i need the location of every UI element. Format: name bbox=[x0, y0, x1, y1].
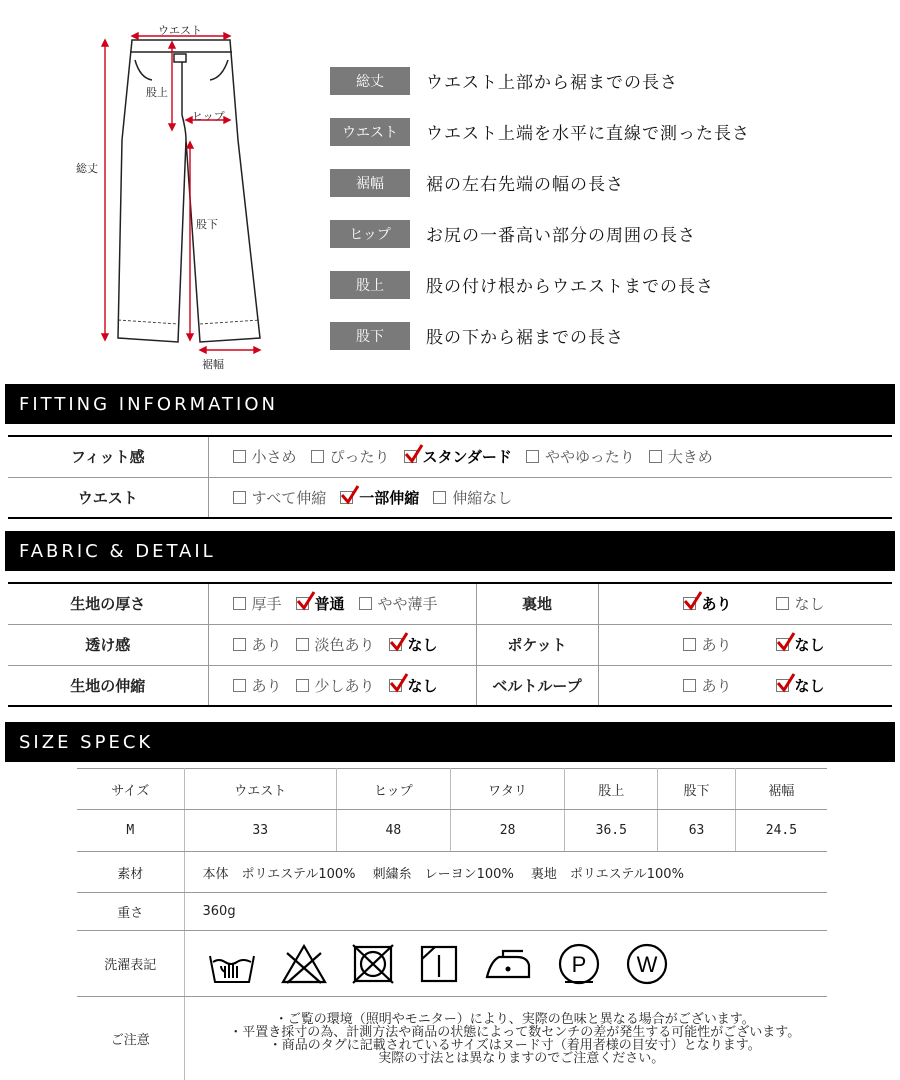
size-header-cell: ワタリ bbox=[450, 769, 565, 810]
checkbox[interactable] bbox=[233, 450, 246, 463]
pants-illustration bbox=[60, 20, 290, 380]
fabric-row bbox=[8, 665, 892, 706]
option-label: 小さめ bbox=[251, 448, 297, 467]
checkbox[interactable] bbox=[311, 450, 324, 463]
weight-label: 重さ bbox=[77, 893, 184, 931]
iron-low-icon bbox=[483, 943, 533, 985]
checkbox[interactable] bbox=[233, 679, 246, 692]
fitting-row bbox=[8, 436, 892, 477]
measurement-guide bbox=[0, 0, 900, 380]
diagram-label-hem: 裾幅 bbox=[202, 358, 224, 371]
option-group bbox=[233, 446, 893, 467]
pants-diagram bbox=[60, 20, 290, 380]
check-option[interactable] bbox=[296, 593, 345, 614]
size-value-cell: 33 bbox=[184, 810, 336, 852]
check-option[interactable] bbox=[404, 446, 512, 467]
fitting-table bbox=[8, 435, 892, 519]
option-label: なし bbox=[407, 636, 438, 654]
size-section-header: SIZE SPECK bbox=[5, 722, 895, 762]
fabric-label: 生地の伸縮 bbox=[8, 665, 208, 706]
care-icons bbox=[185, 942, 828, 986]
definition-list bbox=[330, 55, 890, 361]
option-label: なし bbox=[794, 595, 825, 614]
checkbox-checked[interactable] bbox=[340, 491, 353, 504]
definition-text: ウエスト上部から裾までの長さ bbox=[426, 73, 678, 93]
checkbox-checked[interactable] bbox=[296, 597, 309, 610]
option-group bbox=[683, 634, 893, 655]
size-header-cell: ウエスト bbox=[184, 769, 336, 810]
check-option[interactable] bbox=[776, 675, 825, 696]
option-group bbox=[683, 593, 893, 614]
option-label: 淡色あり bbox=[314, 636, 375, 654]
no-bleach-icon bbox=[281, 943, 327, 985]
dry-clean-p-icon bbox=[557, 942, 601, 986]
check-option[interactable] bbox=[311, 446, 390, 467]
check-option[interactable] bbox=[389, 675, 438, 696]
material-value: 本体 ポリエステル100% 刺繍糸 レーヨン100% 裏地 ポリエステル100% bbox=[184, 852, 827, 893]
option-label: やや薄手 bbox=[377, 595, 438, 614]
checkbox-checked[interactable] bbox=[776, 638, 789, 651]
note-line: 実際の寸法とは異なりますのでご注意ください。 bbox=[365, 1050, 665, 1066]
size-header-cell: 股下 bbox=[658, 769, 736, 810]
check-option[interactable] bbox=[649, 446, 713, 467]
checkbox[interactable] bbox=[233, 638, 246, 651]
checkbox[interactable] bbox=[776, 597, 789, 610]
option-label: なし bbox=[407, 676, 438, 695]
size-header-row bbox=[77, 769, 827, 810]
diagram-label-inseam: 股下 bbox=[196, 218, 218, 231]
option-label: すべて伸縮 bbox=[251, 488, 327, 507]
option-label: あり bbox=[701, 595, 732, 614]
wet-clean-letter: W bbox=[636, 951, 657, 977]
option-label: 大きめ bbox=[667, 448, 713, 467]
fitting-label: ウエスト bbox=[8, 477, 208, 518]
weight-row bbox=[77, 893, 827, 931]
check-option[interactable] bbox=[233, 487, 327, 508]
fabric-label: 裏地 bbox=[476, 583, 598, 624]
fabric-row bbox=[8, 624, 892, 665]
no-tumble-dry-icon bbox=[351, 943, 395, 985]
dry-clean-letter: P bbox=[571, 951, 586, 977]
option-label: あり bbox=[251, 636, 282, 654]
size-value-cell: 63 bbox=[658, 810, 736, 852]
definition-tag: 股下 bbox=[330, 322, 410, 350]
check-option[interactable] bbox=[340, 487, 419, 508]
option-label: あり bbox=[701, 636, 732, 654]
note-line: ・商品のタグに記載されているサイズはヌード寸（着用者様の目安寸）となります。 bbox=[268, 1037, 761, 1053]
checkbox[interactable] bbox=[233, 597, 246, 610]
checkbox[interactable] bbox=[526, 450, 539, 463]
material-label: 素材 bbox=[77, 852, 184, 893]
option-label: あり bbox=[251, 676, 282, 695]
fabric-label: 生地の厚さ bbox=[8, 583, 208, 624]
option-label: 普通 bbox=[314, 595, 345, 614]
notes-row bbox=[77, 997, 827, 1080]
fabric-label: 透け感 bbox=[8, 624, 208, 665]
size-header-cell: 股上 bbox=[565, 769, 658, 810]
material-row bbox=[77, 852, 827, 893]
check-option[interactable] bbox=[233, 675, 282, 696]
definition-row bbox=[330, 106, 890, 157]
checkbox[interactable] bbox=[683, 638, 696, 651]
option-label: ややゆったり bbox=[544, 448, 635, 467]
checkbox[interactable] bbox=[233, 491, 246, 504]
option-label: ぴったり bbox=[329, 448, 390, 467]
option-label: あり bbox=[701, 676, 732, 695]
definition-row bbox=[330, 157, 890, 208]
checkbox[interactable] bbox=[683, 679, 696, 692]
size-value-cell: 48 bbox=[336, 810, 450, 852]
definition-row bbox=[330, 208, 890, 259]
size-header-cell: 裾幅 bbox=[735, 769, 827, 810]
check-mark-icon bbox=[389, 632, 409, 652]
checkbox-checked[interactable] bbox=[389, 679, 402, 692]
fitting-row bbox=[8, 477, 892, 518]
note-line: ・平置き採寸の為、計測方法や商品の状態によって数センチの差が発生する可能性がございます。 bbox=[229, 1024, 801, 1040]
fitting-section-header: FITTING INFORMATION bbox=[5, 384, 895, 424]
definition-tag: ヒップ bbox=[330, 220, 410, 248]
option-label: なし bbox=[794, 636, 825, 654]
option-label: 一部伸縮 bbox=[359, 488, 420, 507]
check-option[interactable] bbox=[233, 634, 282, 655]
check-mark-icon bbox=[776, 673, 796, 693]
definition-tag: 股上 bbox=[330, 271, 410, 299]
check-mark-icon bbox=[340, 485, 360, 505]
option-label: 少しあり bbox=[314, 676, 375, 695]
option-label: 厚手 bbox=[251, 595, 282, 614]
checkbox[interactable] bbox=[296, 638, 309, 651]
size-table bbox=[77, 768, 827, 1080]
size-header-cell: サイズ bbox=[77, 769, 184, 810]
definition-row bbox=[330, 310, 890, 361]
check-option[interactable] bbox=[683, 675, 732, 696]
wet-clean-w-icon bbox=[625, 942, 669, 986]
checkbox[interactable] bbox=[359, 597, 372, 610]
checkbox-checked[interactable] bbox=[389, 638, 402, 651]
notes-label: ご注意 bbox=[77, 997, 184, 1080]
size-value-cell: 28 bbox=[450, 810, 565, 852]
check-mark-icon bbox=[389, 673, 409, 693]
check-option[interactable] bbox=[526, 446, 635, 467]
size-data-row bbox=[77, 810, 827, 852]
option-group bbox=[233, 675, 476, 696]
check-option[interactable] bbox=[683, 634, 732, 655]
checkbox[interactable] bbox=[296, 679, 309, 692]
fabric-row bbox=[8, 583, 892, 624]
check-option[interactable] bbox=[233, 593, 282, 614]
checkbox-checked[interactable] bbox=[683, 597, 696, 610]
check-option[interactable] bbox=[296, 675, 375, 696]
option-group bbox=[683, 675, 893, 696]
option-label: なし bbox=[794, 676, 825, 695]
checkbox-checked[interactable] bbox=[404, 450, 417, 463]
diagram-label-hip: ヒップ bbox=[192, 110, 225, 123]
diagram-label-waist: ウエスト bbox=[158, 24, 202, 37]
definition-tag: 総丈 bbox=[330, 67, 410, 95]
size-value-cell: M bbox=[77, 810, 184, 852]
size-value-cell: 24.5 bbox=[735, 810, 827, 852]
care-row bbox=[77, 931, 827, 997]
option-label: スタンダード bbox=[422, 448, 512, 467]
check-option[interactable] bbox=[776, 634, 825, 655]
fabric-label: ポケット bbox=[476, 624, 598, 665]
size-value-cell: 36.5 bbox=[565, 810, 658, 852]
definition-text: 股の下から裾までの長さ bbox=[426, 328, 624, 348]
hand-wash-icon bbox=[207, 942, 257, 986]
size-header-cell: ヒップ bbox=[336, 769, 450, 810]
definition-text: 股の付け根からウエストまでの長さ bbox=[426, 277, 714, 297]
definition-text: お尻の一番高い部分の周囲の長さ bbox=[426, 226, 696, 246]
definition-tag: 裾幅 bbox=[330, 169, 410, 197]
checkbox[interactable] bbox=[433, 491, 446, 504]
note-line: ・ご覧の環境（照明やモニター）により、実際の色味と異なる場合がございます。 bbox=[274, 1011, 755, 1027]
option-group bbox=[233, 593, 476, 614]
fabric-section-header: FABRIC & DETAIL bbox=[5, 531, 895, 571]
check-option[interactable] bbox=[359, 593, 438, 614]
care-label: 洗濯表記 bbox=[77, 931, 184, 997]
definition-row bbox=[330, 55, 890, 106]
definition-text: 裾の左右先端の幅の長さ bbox=[426, 175, 624, 195]
diagram-label-length: 総丈 bbox=[76, 162, 98, 175]
checkbox-checked[interactable] bbox=[776, 679, 789, 692]
check-option[interactable] bbox=[389, 634, 438, 655]
option-group bbox=[233, 487, 893, 508]
line-dry-shade-icon bbox=[419, 943, 459, 985]
check-mark-icon bbox=[683, 591, 703, 611]
definition-text: ウエスト上端を水平に直線で測った長さ bbox=[426, 124, 750, 144]
option-group bbox=[233, 634, 476, 655]
check-mark-icon bbox=[776, 632, 796, 652]
check-option[interactable] bbox=[776, 593, 825, 614]
check-option[interactable] bbox=[296, 634, 375, 655]
check-option[interactable] bbox=[433, 487, 512, 508]
check-option[interactable] bbox=[233, 446, 297, 467]
checkbox[interactable] bbox=[649, 450, 662, 463]
check-option[interactable] bbox=[683, 593, 732, 614]
check-mark-icon bbox=[296, 591, 316, 611]
definition-tag: ウエスト bbox=[330, 118, 410, 146]
fitting-label: フィット感 bbox=[8, 436, 208, 477]
fabric-label: ベルトループ bbox=[476, 665, 598, 706]
weight-value: 360g bbox=[184, 893, 827, 931]
diagram-label-rise: 股上 bbox=[146, 86, 168, 99]
option-label: 伸縮なし bbox=[452, 488, 513, 507]
definition-row bbox=[330, 259, 890, 310]
check-mark-icon bbox=[404, 444, 424, 464]
fabric-table bbox=[8, 582, 892, 707]
